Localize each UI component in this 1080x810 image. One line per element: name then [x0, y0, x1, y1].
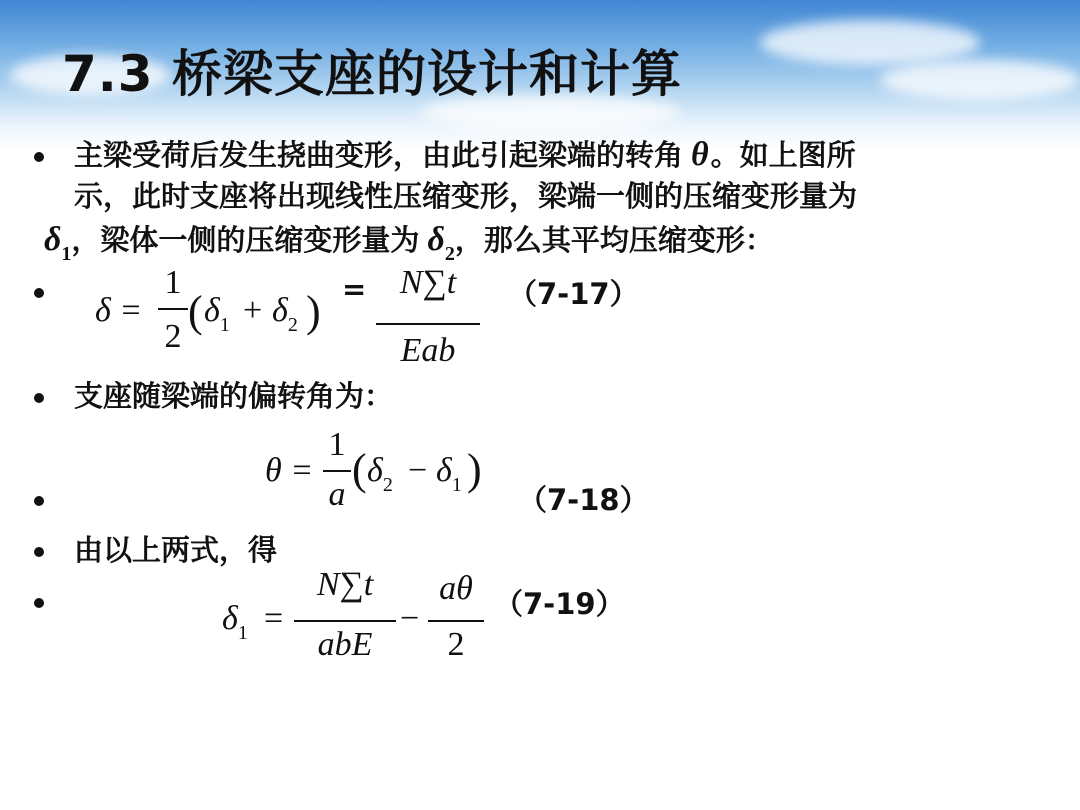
eq18-delta1: $\delta_1$ [436, 452, 462, 496]
delta1-symbol: $\delta_1$ [44, 221, 72, 265]
bullet-6 [34, 598, 44, 608]
bullet-1 [34, 152, 44, 162]
eq17-plus: + [243, 292, 263, 329]
slide-title: 7.3 桥梁支座的设计和计算 [62, 45, 682, 103]
para1-line1: 主梁受荷后发生挠曲变形，由此引起梁端的转角 θ。如上图所 [74, 136, 856, 173]
eq18-bar [323, 470, 351, 472]
eq17-half-den: 2 [164, 318, 182, 355]
eq17-lhs: δ = [95, 292, 143, 329]
eq17-half-bar [158, 308, 188, 310]
eq18-label: （7-18） [518, 483, 649, 517]
eq19-den2: 2 [447, 626, 465, 663]
eq17-delta1: $\delta_1$ [204, 292, 230, 336]
para1-line2: 示，此时支座将出现线性压缩变形，梁端一侧的压缩变形量为 [74, 179, 858, 213]
eq17-bar [376, 323, 480, 325]
eq17-num: N∑t [399, 264, 457, 301]
eq19-equals: = [264, 600, 284, 637]
eq19-label: （7-19） [494, 587, 625, 621]
eq18-minus: − [408, 452, 428, 489]
delta2-symbol: $\delta_2$ [427, 221, 455, 265]
bullet-3 [34, 393, 44, 403]
theta-symbol: θ [691, 136, 709, 173]
eq18-lhs: θ = [265, 452, 314, 489]
eq19-minus: − [400, 600, 420, 637]
eq18-paren-open: ( [352, 445, 367, 494]
para2: 支座随梁端的偏转角为： [74, 379, 394, 413]
eq17-den: Eab [400, 332, 456, 369]
eq19-den1: abE [317, 626, 373, 663]
bullet-4 [34, 496, 44, 506]
eq17-equals: = [342, 272, 367, 306]
eq18-paren-close: ) [467, 445, 482, 494]
eq18-delta2: $\delta_2$ [367, 452, 393, 496]
para1-line3: $\delta_1$，梁体一侧的压缩变形量为 $\delta_2$，那么其平均压缩变形： [44, 221, 774, 265]
eq17-label: （7-17） [508, 277, 639, 311]
eq19-num1: N∑t [316, 566, 374, 603]
bullet-5 [34, 547, 44, 557]
eq18-num: 1 [328, 426, 346, 463]
eq19-bar2 [428, 620, 484, 622]
eq18-den: a [328, 476, 346, 513]
eq19-bar1 [294, 620, 396, 622]
bullet-2 [34, 288, 44, 298]
eq17-delta2: $\delta_2$ [272, 292, 298, 336]
para3: 由以上两式，得 [74, 533, 278, 567]
eq17-half-num: 1 [164, 264, 182, 301]
eq17-paren-close: ) [306, 287, 321, 336]
eq19-lhs: $\delta_1$ [222, 600, 248, 644]
eq19-num2: aθ [439, 570, 473, 607]
eq17-paren-open: ( [188, 287, 203, 336]
